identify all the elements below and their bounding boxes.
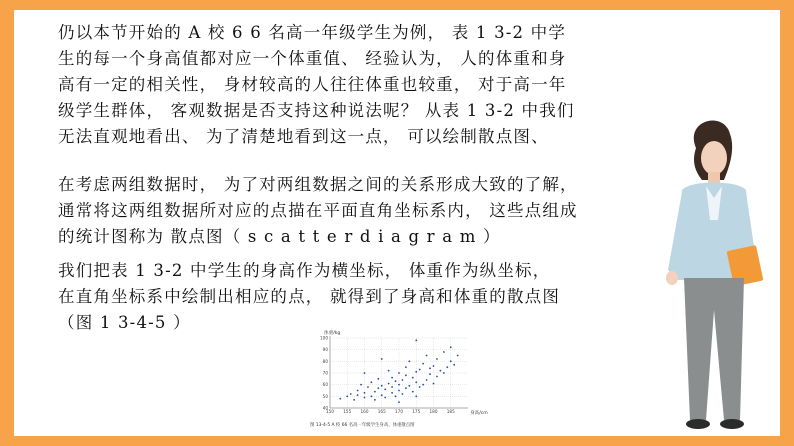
scatter-point [364, 397, 366, 399]
scatter-point [367, 386, 369, 388]
text-line: 的统计图称为 散点图（ s c a t t e r d i a g r a m ） [58, 227, 501, 246]
scatter-point [429, 373, 431, 375]
x-tick-label: 180 [429, 409, 438, 414]
scatter-point [377, 387, 379, 389]
scatter-point [415, 339, 417, 341]
scatter-point [429, 367, 431, 369]
scatter-point [402, 379, 404, 381]
scatter-point [422, 384, 424, 386]
scatter-point [453, 364, 455, 366]
scatter-point [419, 386, 421, 388]
scatter-point [398, 401, 400, 403]
scatter-point [357, 394, 359, 396]
scatter-point [381, 394, 383, 396]
text-line: 仍以本节开始的 A 校 6 6 名高一年级学生为例， 表 1 3-2 中学 [58, 23, 567, 42]
scatter-point [415, 395, 417, 397]
figure-caption: 图 13-4-5 A 校 66 名高一年级学生身高、体重散点图 [310, 423, 415, 428]
scatter-figure [310, 326, 510, 434]
text-line: 我们把表 1 3-2 中学生的身高作为横坐标， 体重作为纵坐标， [58, 261, 551, 280]
paragraph-definition [58, 172, 698, 250]
scatter-point [426, 379, 428, 381]
scatter-point [377, 378, 379, 380]
scatter-point [415, 371, 417, 373]
scatter-point [346, 395, 348, 397]
scatter-point [364, 392, 366, 394]
paragraph-intro [58, 20, 668, 150]
text-line: 在考虑两组数据时， 为了对两组数据之间的关系形成大致的了解， [58, 175, 578, 194]
scatter-point [384, 388, 386, 390]
text-line: 通常将这两组数据所对应的点描在平面直角坐标系内， 这些点组成 [58, 201, 578, 220]
scatter-point [374, 399, 376, 401]
slide [14, 10, 780, 436]
scatter-point [426, 355, 428, 357]
scatter-point [415, 381, 417, 383]
text-line: 无法直观地看出、 为了清楚地看到这一点， 可以绘制散点图、 [58, 127, 549, 146]
paragraph-method [58, 258, 698, 336]
scatter-point [443, 351, 445, 353]
y-axis-label: 体重/kg [324, 331, 341, 336]
x-tick-label: 155 [343, 409, 352, 414]
scatter-point [398, 390, 400, 392]
teacher-illustration [644, 110, 774, 436]
text-line: 高有一定的相关性， 身材较高的人往往体重也较重， 对于高一年 [58, 75, 567, 94]
scatter-point [433, 383, 435, 385]
scatter-point [450, 346, 452, 348]
y-tick-label: 70 [322, 370, 328, 376]
scatter-point [388, 370, 390, 372]
scatter-point [388, 383, 390, 385]
scatter-point [446, 366, 448, 368]
scatter-point [398, 384, 400, 386]
scatter-point [433, 365, 435, 367]
scatter-point [391, 377, 393, 379]
scatter-point [371, 395, 373, 397]
scatter-point [350, 393, 352, 395]
scatter-point [405, 387, 407, 389]
scatter-point [412, 377, 414, 379]
scatter-point [436, 358, 438, 360]
scatter-point [443, 372, 445, 374]
x-tick-label: 160 [360, 409, 369, 414]
scatter-point [360, 384, 362, 386]
scatter-point [402, 393, 404, 395]
y-tick-label: 100 [320, 335, 328, 341]
x-tick-label: 175 [412, 409, 421, 414]
scatter-point [408, 385, 410, 387]
scatter-point [374, 391, 376, 393]
scatter-point [398, 372, 400, 374]
scatter-point [440, 370, 442, 372]
text-line: （图 1 3-4-5 ） [58, 313, 191, 332]
text-line: 在直角坐标系中绘制出相应的点， 就得到了身高和体重的散点图 [58, 287, 561, 306]
text-line: 级学生群体， 客观数据是否支持这种说法呢？ 从表 1 3-2 中我们 [58, 101, 575, 120]
x-tick-label: 170 [395, 409, 403, 414]
scatter-point [384, 397, 386, 399]
scatter-point [419, 369, 421, 371]
scatter-point [381, 358, 383, 360]
scatter-point [364, 372, 366, 374]
scatter-point [339, 398, 341, 400]
scatter-point [436, 376, 438, 378]
scatter-point [408, 360, 410, 362]
scatter-point [395, 395, 397, 397]
y-tick-label: 90 [322, 347, 328, 353]
scatter-point [412, 391, 414, 393]
scatter-point [457, 355, 459, 357]
x-tick-label: 165 [377, 409, 386, 414]
scatter-point [381, 385, 383, 387]
scatter-point [391, 392, 393, 394]
scatter-point [371, 381, 373, 383]
scatter-point [450, 360, 452, 362]
y-tick-label: 60 [322, 382, 328, 388]
x-axis-label: 身高/cm [470, 411, 488, 416]
x-tick-label: 185 [446, 409, 455, 414]
y-tick-label: 80 [322, 358, 328, 364]
scatter-chart [310, 326, 510, 420]
scatter-point [405, 374, 407, 376]
scatter-point [422, 363, 424, 365]
y-tick-label: 40 [322, 405, 328, 411]
scatter-point [391, 386, 393, 388]
x-tick-label: 150 [326, 409, 334, 414]
y-tick-label: 50 [322, 393, 328, 399]
scatter-point [357, 390, 359, 392]
scatter-point [405, 366, 407, 368]
scatter-point [395, 380, 397, 382]
scatter-point [353, 399, 355, 401]
text-line: 生的每一个身高值都对应一个体重值、 经验认为， 人的体重和身 [58, 49, 567, 68]
